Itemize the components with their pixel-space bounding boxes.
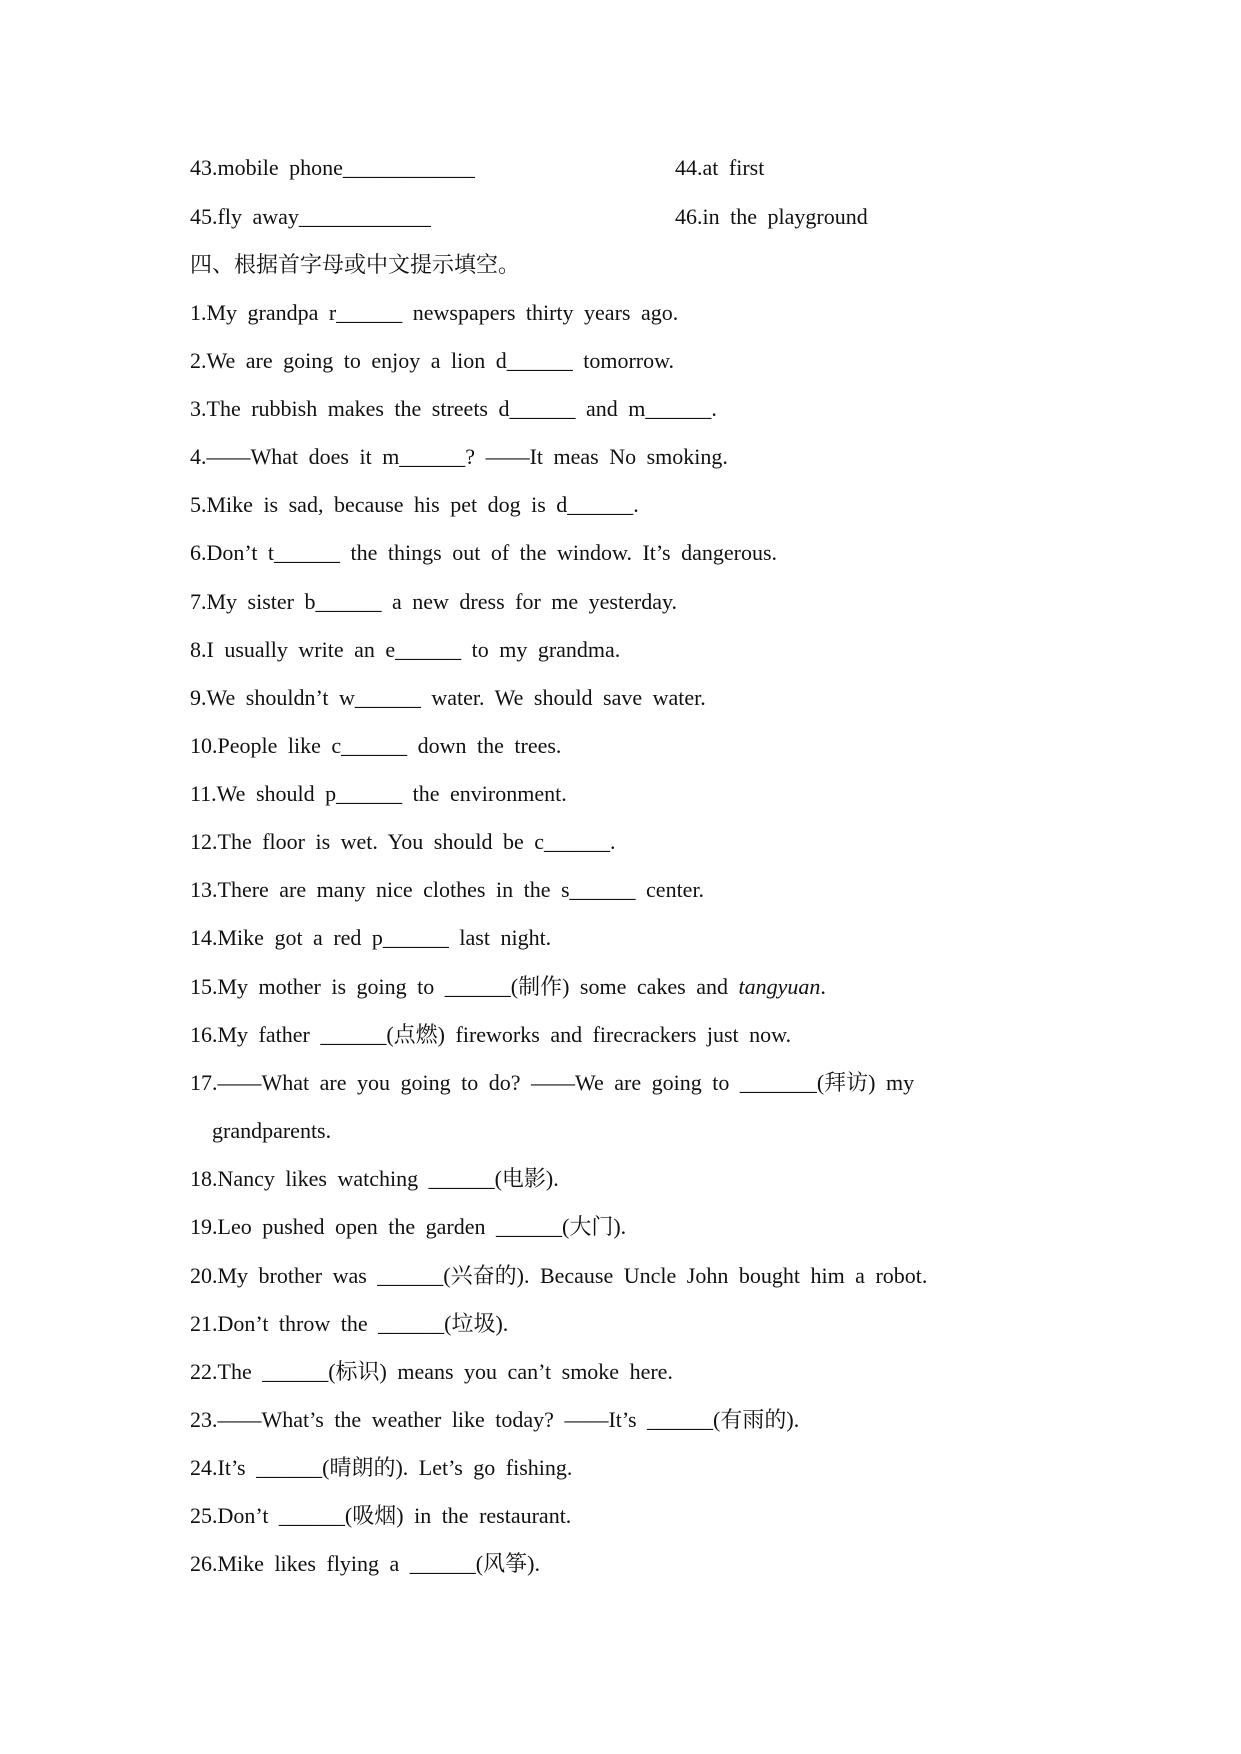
item-14: 14.Mike got a red p______ last night. [190, 925, 552, 950]
item-25: 25.Don’t ______(吸烟) in the restaurant. [190, 1503, 572, 1528]
item-7: 7.My sister b______ a new dress for me yesterday. [190, 589, 678, 614]
item-2: 2.We are going to enjoy a lion d______ tomorrow. [190, 348, 675, 373]
item-3: 3.The rubbish makes the streets d______ and m______. [190, 396, 717, 421]
item-15-text: 15.My mother is going to ______(制作) some cakes and [190, 974, 739, 999]
item-1: 1.My grandpa r______ newspapers thirty years ago. [190, 300, 679, 325]
item-12: 12.The floor is wet. You should be c______. [190, 829, 616, 854]
item-23: 23.——What’s the weather like today? ——It’s ______(有雨的). [190, 1407, 800, 1432]
item-17-continued: grandparents. [212, 1118, 332, 1143]
item-21: 21.Don’t throw the ______(垃圾). [190, 1311, 509, 1336]
item-15-italic: tangyuan [738, 974, 821, 999]
item-10: 10.People like c______ down the trees. [190, 733, 562, 758]
item-20: 20.My brother was ______(兴奋的). Because Uncle John bought him a robot. [190, 1263, 928, 1288]
item-9: 9.We shouldn’t w______ water. We should save water. [190, 685, 706, 710]
item-26: 26.Mike likes flying a ______(风筝). [190, 1551, 540, 1576]
item-19: 19.Leo pushed open the garden ______(大门). [190, 1214, 627, 1239]
phrase-44: 44.at first [675, 155, 765, 180]
section-title: 四、根据首字母或中文提示填空。 [190, 252, 521, 277]
item-8: 8.I usually write an e______ to my grandma. [190, 637, 621, 662]
item-16: 16.My father ______(点燃) fireworks and firecrackers just now. [190, 1022, 792, 1047]
item-11: 11.We should p______ the environment. [190, 781, 567, 806]
item-17: 17.——What are you going to do? ——We are going to _______(拜访) my [190, 1070, 915, 1095]
item-15 [190, 973, 826, 1001]
item-6: 6.Don’t t______ the things out of the window. It’s dangerous. [190, 540, 778, 565]
phrase-46: 46.in the playground [675, 204, 868, 229]
item-15-end: . [820, 974, 826, 999]
phrase-43: 43.mobile phone____________ [190, 155, 475, 180]
item-5: 5.Mike is sad, because his pet dog is d______. [190, 492, 639, 517]
item-18: 18.Nancy likes watching ______(电影). [190, 1166, 559, 1191]
item-22: 22.The ______(标识) means you can’t smoke here. [190, 1359, 673, 1384]
phrase-45: 45.fly away____________ [190, 204, 431, 229]
item-13: 13.There are many nice clothes in the s______ center. [190, 877, 705, 902]
item-4: 4.——What does it m______? ——It meas No smoking. [190, 444, 728, 469]
item-24: 24.It’s ______(晴朗的). Let’s go fishing. [190, 1455, 573, 1480]
